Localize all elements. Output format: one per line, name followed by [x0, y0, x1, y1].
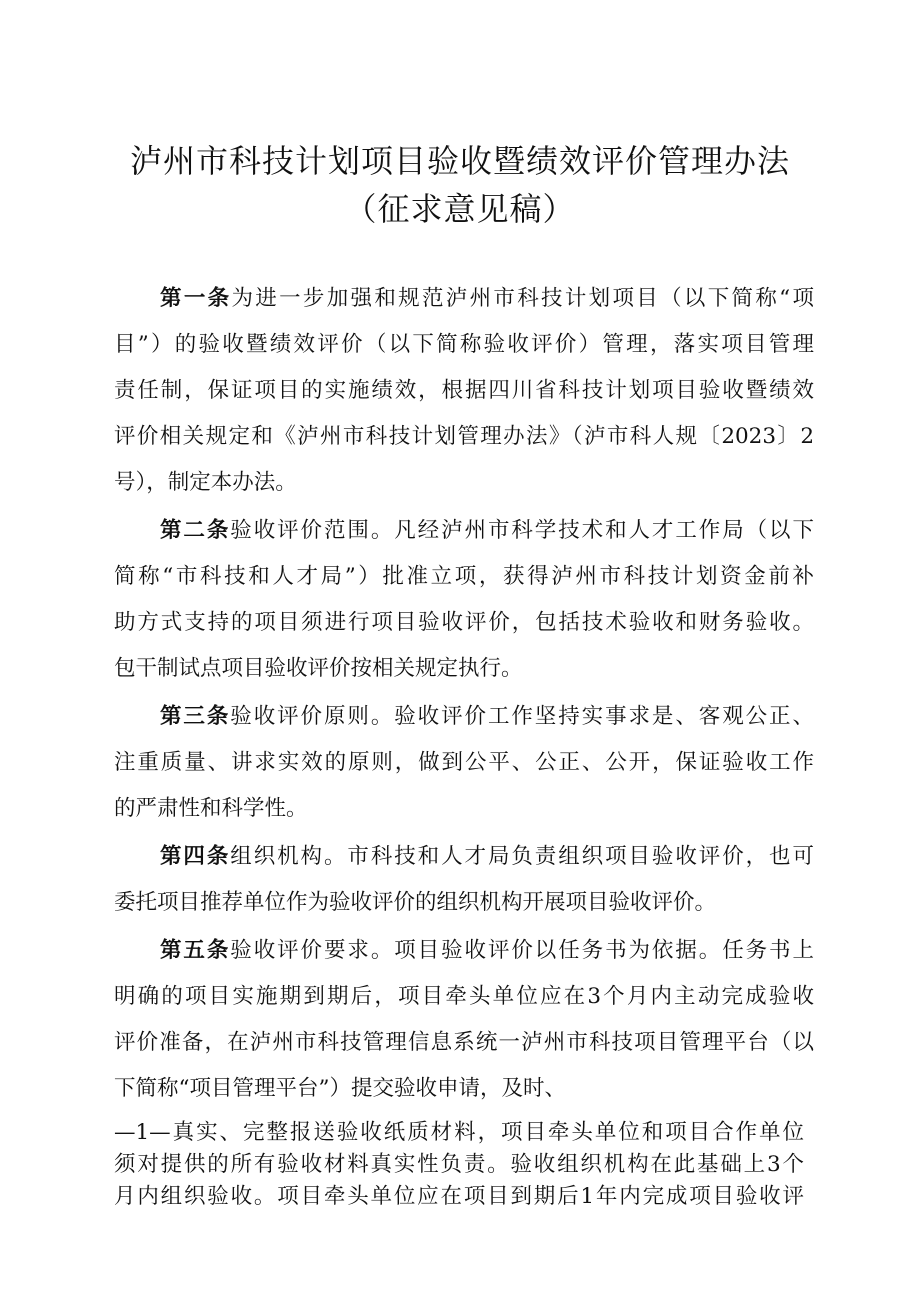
article-4-line-1: 第四条组织机构。市科技和人才局负责组织项目验收评价，也可	[160, 844, 814, 869]
continuation-line-2: 须对提供的所有验收材料真实性负责。验收组织机构在此基础上3个	[114, 1152, 804, 1177]
article-5-line-1: 第五条验收评价要求。项目验收评价以任务书为依据。任务书上	[160, 938, 814, 963]
article-1-line-1: 第一条为进一步加强和规范泸州市科技计划项目（以下简称“项	[160, 286, 814, 311]
article-1-line-5: 号），制定本办法。	[114, 470, 297, 495]
article-2-line-1: 第二条验收评价范围。凡经泸州市科学技术和人才工作局（以下	[160, 518, 814, 543]
article-3-line-2: 注重质量、讲求实效的原则，做到公平、公正、公开，保证验收工作	[114, 750, 814, 775]
article-1-line-3: 责任制，保证项目的实施绩效，根据四川省科技计划项目验收暨绩效	[114, 378, 814, 403]
article-4-line-2: 委托项目推荐单位作为验收评价的组织机构开展项目验收评价。	[114, 890, 717, 915]
article-2-label: 第二条	[160, 518, 231, 543]
article-5-line-3: 评价准备，在泸州市科技管理信息系统一泸州市科技项目管理平台（以	[114, 1030, 814, 1055]
continuation-line-3: 月内组织验收。项目牵头单位应在项目到期后1年内完成项目验收评	[114, 1184, 804, 1209]
document-title: 泸州市科技计划项目验收暨绩效评价管理办法	[129, 142, 790, 180]
page-number-marker: —1—	[114, 1120, 171, 1145]
article-4-label: 第四条	[160, 844, 231, 869]
article-1-line-2: 目”）的验收暨绩效评价（以下简称验收评价）管理，落实项目管理	[114, 332, 814, 357]
article-5-line-4: 下简称“项目管理平台”）提交验收申请，及时、	[114, 1076, 566, 1101]
article-2-line-2: 简称“市科技和人才局”）批准立项，获得泸州市科技计划资金前补	[114, 564, 814, 589]
article-2-line-3: 助方式支持的项目须进行项目验收评价，包括技术验收和财务验收。	[114, 610, 814, 635]
continuation-line-1: —1—真实、完整报送验收纸质材料，项目牵头单位和项目合作单位	[114, 1120, 804, 1145]
document-subtitle: （征求意见稿）	[344, 190, 576, 228]
article-1-label: 第一条	[160, 286, 232, 311]
article-2-line-4: 包干制试点项目验收评价按相关规定执行。	[114, 656, 523, 681]
article-5-line-2: 明确的项目实施期到期后，项目牵头单位应在3个月内主动完成验收	[114, 984, 814, 1009]
article-5-label: 第五条	[160, 938, 231, 963]
article-3-label: 第三条	[160, 704, 231, 729]
article-3-line-3: 的严肃性和科学性。	[114, 796, 308, 821]
article-3-line-1: 第三条验收评价原则。验收评价工作坚持实事求是、客观公正、	[160, 704, 814, 729]
article-1-line-4: 评价相关规定和《泸州市科技计划管理办法》（泸市科人规〔2023〕2	[114, 424, 814, 449]
